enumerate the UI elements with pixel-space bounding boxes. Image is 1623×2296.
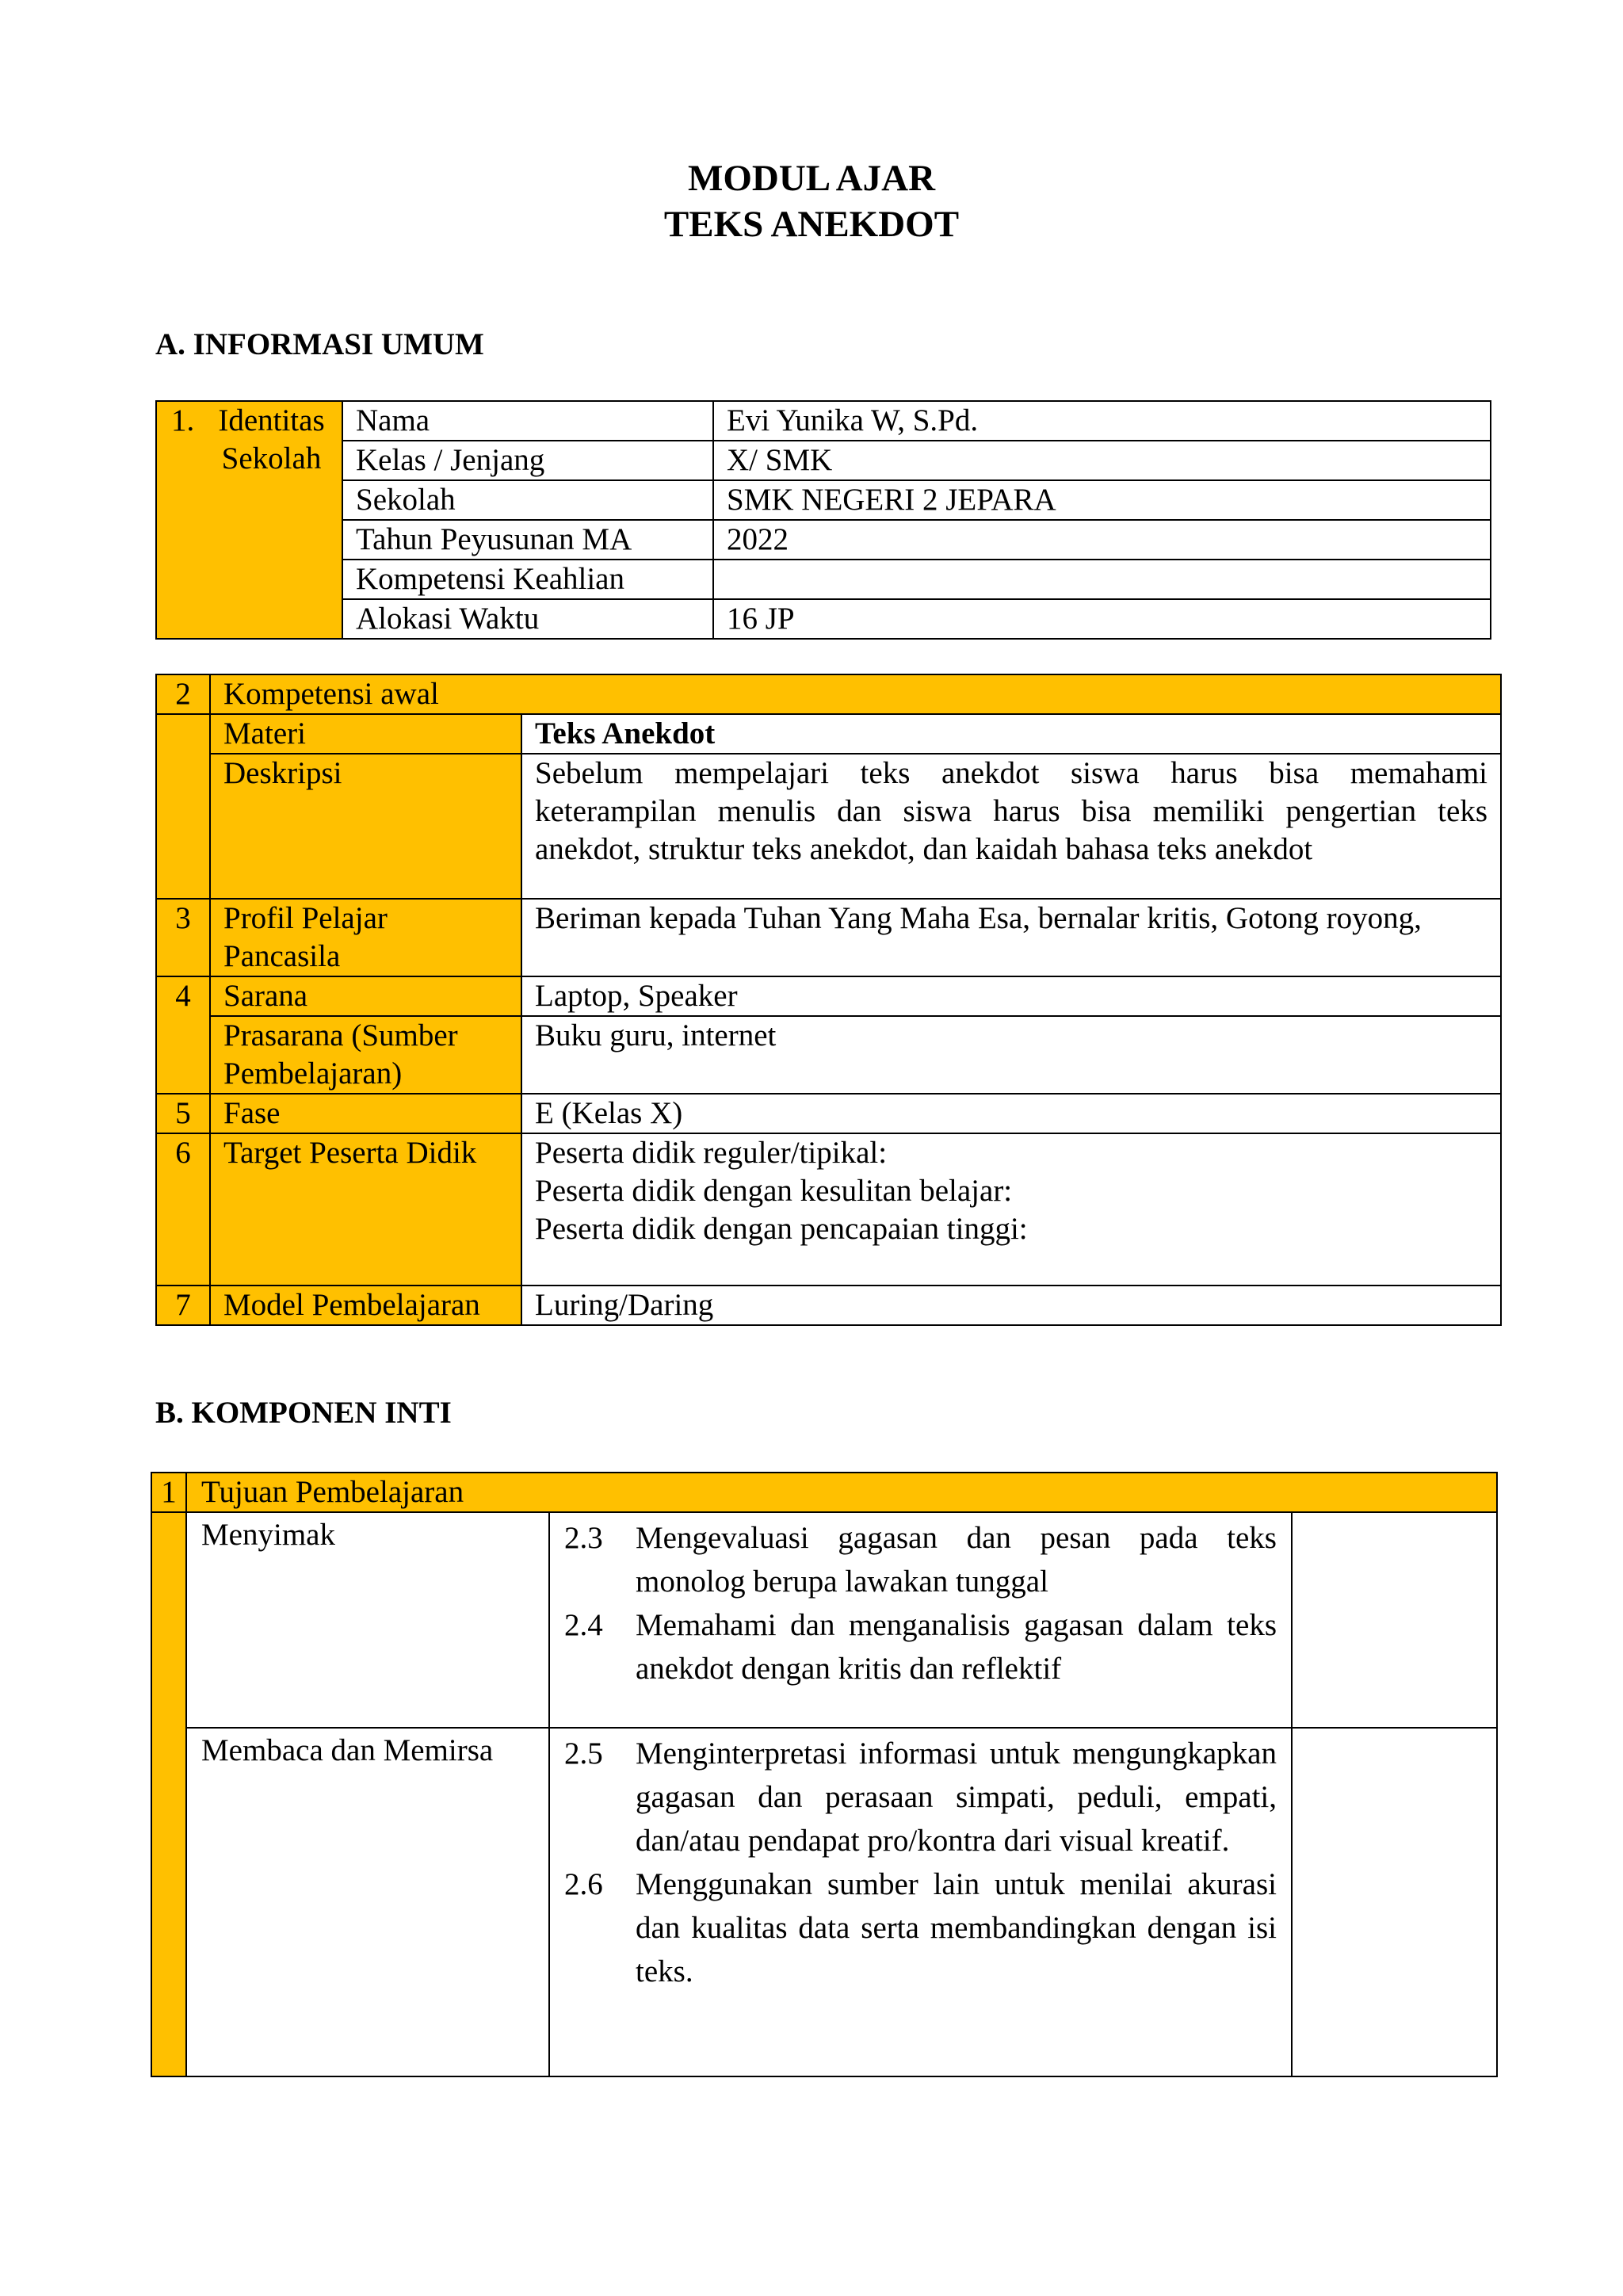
section-a-heading: A. INFORMASI UMUM (155, 327, 484, 361)
skill-cell: Membaca dan Memirsa (186, 1728, 549, 2076)
target-line: Peserta didik dengan pencapaian tinggi: (535, 1212, 1028, 1246)
deskripsi-key: Deskripsi (210, 754, 521, 899)
row-number: 2 (156, 674, 210, 714)
objective-number: 2.5 (564, 1736, 603, 1771)
identitas-value: X/ SMK (713, 441, 1491, 480)
objective-text: Menginterpretasi informasi untuk mengungkapkan gagasan dan perasaan simpati, peduli, empati, dan/atau pendapat pro/kontra dari visual kreatif. (636, 1736, 1277, 1858)
model-value: Luring/Daring (521, 1286, 1501, 1325)
empty-cell (1292, 1728, 1497, 2076)
objective-item (564, 1516, 1277, 1603)
objective-item (564, 1732, 1277, 1862)
identitas-value: 2022 (713, 520, 1491, 560)
identitas-value: 16 JP (713, 599, 1491, 639)
objective-item (564, 1603, 1277, 1690)
identitas-key: Tahun Peyusunan MA (342, 520, 713, 560)
empty-cell (1292, 1512, 1497, 1728)
objective-number: 2.4 (564, 1608, 603, 1642)
identitas-key: Alokasi Waktu (342, 599, 713, 639)
row-number: 3 (156, 899, 210, 976)
fase-key: Fase (210, 1094, 521, 1133)
identitas-value (713, 560, 1491, 599)
deskripsi-value: Sebelum mempelajari teks anekdot siswa harus bisa memahami keterampilan menulis dan siswa harus bisa memiliki pengertian teks anekdot, struktur teks anekdot, dan kaidah bahasa teks anekdot (521, 754, 1501, 899)
profil-key: Profil Pelajar Pancasila (210, 899, 521, 976)
kompetensi-awal-header: Kompetensi awal (210, 674, 1501, 714)
sarana-value: Laptop, Speaker (521, 976, 1501, 1016)
objective-text: Mengevaluasi gagasan dan pesan pada teks monolog berupa lawakan tunggal (636, 1521, 1277, 1599)
objective-text: Memahami dan menganalisis gagasan dalam teks anekdot dengan kritis dan reflektif (636, 1608, 1277, 1686)
target-line: Peserta didik reguler/tipikal: (535, 1136, 888, 1170)
tujuan-table (151, 1472, 1498, 2077)
title-line-2: TEKS ANEKDOT (663, 204, 960, 245)
identitas-key: Kompetensi Keahlian (342, 560, 713, 599)
identitas-label-cell (156, 401, 342, 639)
prasarana-key: Prasarana (Sumber Pembelajaran) (210, 1016, 521, 1094)
identitas-num: 1. (171, 403, 195, 437)
target-key: Target Peserta Didik (210, 1133, 521, 1286)
document-title (0, 155, 1623, 247)
identitas-label: Identitas Sekolah (218, 403, 325, 476)
identitas-table (155, 400, 1491, 640)
objectives-cell (549, 1512, 1292, 1728)
objectives-cell (549, 1728, 1292, 2076)
row-number: 5 (156, 1094, 210, 1133)
materi-key: Materi (210, 714, 521, 754)
identitas-key: Sekolah (342, 480, 713, 520)
sarana-key: Sarana (210, 976, 521, 1016)
row-number: 6 (156, 1133, 210, 1286)
target-line: Peserta didik dengan kesulitan belajar: (535, 1174, 1013, 1208)
row-number: 1 (151, 1473, 186, 1512)
informasi-table (155, 674, 1502, 1326)
title-line-1: MODUL AJAR (687, 158, 936, 199)
materi-value: Teks Anekdot (521, 714, 1501, 754)
section-b-heading: B. KOMPONEN INTI (155, 1396, 452, 1430)
skill-cell: Menyimak (186, 1512, 549, 1728)
identitas-key: Kelas / Jenjang (342, 441, 713, 480)
objective-number: 2.3 (564, 1521, 603, 1555)
row-number-empty (151, 1512, 186, 2076)
target-value (521, 1133, 1501, 1286)
objective-number: 2.6 (564, 1867, 603, 1901)
identitas-value: Evi Yunika W, S.Pd. (713, 401, 1491, 441)
row-number-empty (156, 714, 210, 899)
prasarana-value: Buku guru, internet (521, 1016, 1501, 1094)
identitas-value: SMK NEGERI 2 JEPARA (713, 480, 1491, 520)
identitas-key: Nama (342, 401, 713, 441)
fase-value: E (Kelas X) (521, 1094, 1501, 1133)
objective-text: Menggunakan sumber lain untuk menilai akurasi dan kualitas data serta membandingkan dengan isi teks. (636, 1867, 1277, 1988)
tujuan-header: Tujuan Pembelajaran (186, 1473, 1497, 1512)
profil-value: Beriman kepada Tuhan Yang Maha Esa, bernalar kritis, Gotong royong, (521, 899, 1501, 976)
row-number: 7 (156, 1286, 210, 1325)
objective-item (564, 1862, 1277, 1993)
model-key: Model Pembelajaran (210, 1286, 521, 1325)
row-number: 4 (156, 976, 210, 1094)
